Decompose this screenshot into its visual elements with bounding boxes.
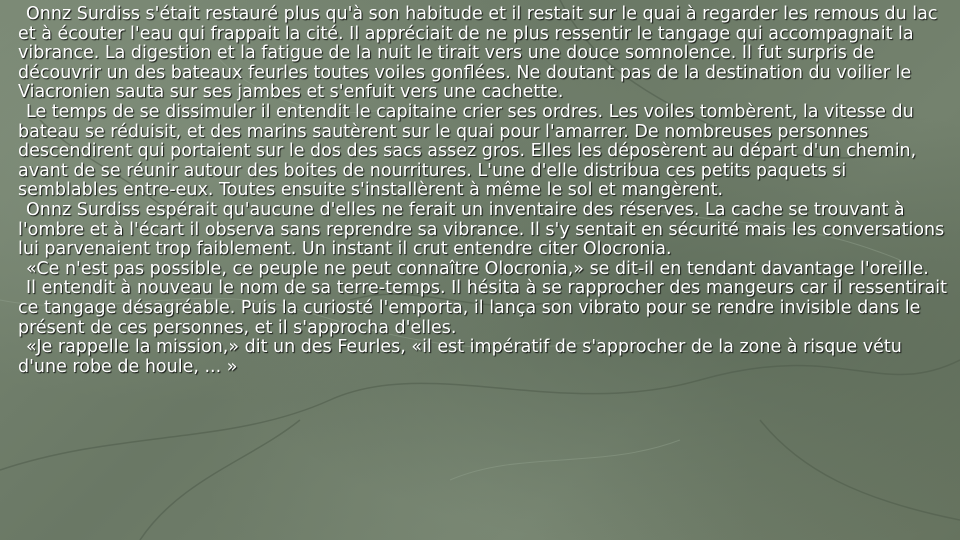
paragraph-5: Il entendit à nouveau le nom de sa terre-temps. Il hésita à se rapprocher des mangeurs car il ressentirait ce tangage désagréable. Puis la curiosté l'emporta, il lança son vibrato pour se rendre invisible dans le présent de ces personnes, et il s'approcha d'elles. xyxy=(18,278,947,338)
document-body xyxy=(18,5,948,377)
paragraph-3: Onnz Surdiss espérait qu'aucune d'elles ne ferait un inventaire des réserves. La cache se trouvant à l'ombre et à l'écart il observa sans reprendre sa vibrance. Il s'y sentait en sécurité mais les conversations lui parvenaient trop faiblement. Un instant il crut entendre citer Olocronia. xyxy=(18,199,945,260)
paragraph-4: «Ce n'est pas possible, ce peuple ne peut connaître Olocronia,» se dit-il en tendant davantage l'oreille. xyxy=(26,258,929,279)
paragraph-2: Le temps de se dissimuler il entendit le capitaine crier ses ordres. Les voiles tombèrent, la vitesse du bateau se réduisit, et des marins sautèrent sur le quai pour l'amarrer. De nombreuses personnes descendirent qui portaient sur le dos des sacs assez gros. Elles les déposèrent au départ d'un chemin, avant de se réunir autour des boites de nourritures. L'une d'elle distribua ces petits paquets si semblables entre-eux. Toutes ensuite s'installèrent à même le sol et mangèrent. xyxy=(18,101,917,201)
paragraph-1: Onnz Surdiss s'était restauré plus qu'à son habitude et il restait sur le quai à regarder les remous du lac et à écouter l'eau qui frappait la cité. Il appréciait de ne plus ressentir le tangage qui accompagnait la vibrance. La digestion et la fatigue de la nuit le tirait vers une douce somnolence. Il fut surpris de découvrir un des bateaux feurles toutes voiles gonflées. Ne doutant pas de la destination du voilier le Viacronien sauta sur ses jambes et s'enfuit vers une cachette. xyxy=(18,4,938,103)
paragraph-6: «Je rappelle la mission,» dit un des Feurles, «il est impératif de s'approcher de la zone à risque vétu d'une robe de houle, ... » xyxy=(18,337,902,377)
